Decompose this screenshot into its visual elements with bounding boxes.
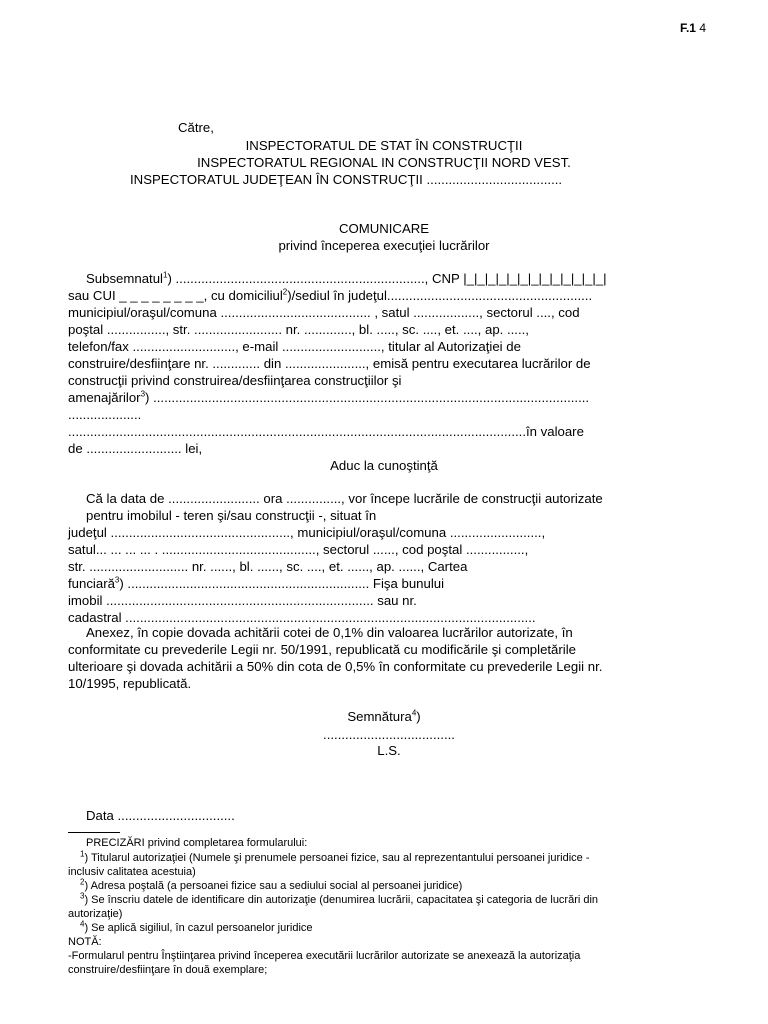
note-3: $^3$) Se înscriu datele de identificare din autorizaţie (denumirea lucrării, capacitatea şi categoria de lucrări din xyxy=(80,891,599,906)
body2-line-7: cadastral ................................................................................................................ xyxy=(68,610,536,625)
note-1-cont: inclusiv calitatea acestuia) xyxy=(68,866,196,878)
body1-line-7: amenajărilor$^3$) ....................................................................................................................... xyxy=(68,389,590,405)
body1-line-2: municipiul/oraşul/comuna ......................................... , satul .................., sectorul ...., cod xyxy=(68,305,580,320)
addressee-line-2: INSPECTORATUL REGIONAL IN CONSTRUCŢII NORD VEST. xyxy=(197,155,571,170)
addressee-line-3: INSPECTORATUL JUDEŢEAN ÎN CONSTRUCŢII ..................................... xyxy=(130,172,563,187)
body2-line-5: funciară$^3$) .................................................................. Fişa bunului xyxy=(68,575,445,591)
nota-label: NOTĂ: xyxy=(68,936,102,948)
body2-line-0: Că la data de ......................... ora ..............., vor începe lucrările de construcţii autorizate xyxy=(86,491,603,506)
addressee-to: Către, xyxy=(178,120,214,135)
body2-line-4: str. ........................... nr. ......, bl. ......, sc. ...., et. ......, ap. ......, Cartea xyxy=(68,559,468,574)
body1-line-4: telefon/fax ............................, e-mail ..........................., titular al Autorizaţiei de xyxy=(68,339,521,354)
nota-line-2: construire/desfiinţare în două exemplare; xyxy=(68,964,268,976)
note-1: $^1$) Titularul autorizaţiei (Numele şi prenumele persoanei fizice, sau al reprezentantului persoanei juridice - xyxy=(80,849,590,864)
body2-line-3: satul... ... ... ... . .........................................., sectorul ......, cod poştal ................, xyxy=(68,542,529,557)
stamp-ls: L.S. xyxy=(377,743,401,758)
date-line: Data ................................ xyxy=(86,808,235,823)
form-code xyxy=(680,21,706,35)
nota-line-1: -Formularul pentru Înştiinţarea privind începerea executării lucrărilor autorizate se anexează la autorizaţia xyxy=(68,950,581,962)
signature-line: .................................... xyxy=(323,727,455,742)
aduc-heading: Aduc la cunoştinţă xyxy=(330,458,438,473)
note-4: $^4$) Se aplică sigiliul, în cazul persoanelor juridice xyxy=(80,919,313,934)
body1-line-1: sau CUI _ _ _ _ _ _ _ _, cu domiciliul$^2$)/sediul în judeţul........................................................ xyxy=(68,287,593,303)
document-title: COMUNICARE xyxy=(338,221,430,236)
anexez-line-0: Anexez, în copie dovada achitării cotei de 0,1% din valoarea lucrărilor autorizate, în xyxy=(86,625,573,640)
form-code-bold: F.1 xyxy=(679,21,696,35)
addressee-line-1: INSPECTORATUL DE STAT ÎN CONSTRUCŢII xyxy=(245,138,523,153)
note-2: $^2$) Adresa poştală (a persoanei fizice sau a sediului social al persoanei juridice) xyxy=(80,877,463,892)
body2-line-1: pentru imobilul - teren şi/sau construcţii -, situat în xyxy=(86,508,377,523)
note-3-cont: autorizaţie) xyxy=(68,908,123,920)
body1-line-9: .............................................................................................................................în valoare xyxy=(68,424,584,439)
body1-line-10: de .......................... lei, xyxy=(68,441,203,456)
body1-line-8: .................... xyxy=(68,407,142,422)
signature-label: Semnătura$^4$) xyxy=(347,708,421,724)
document-subtitle: privind începerea execuţiei lucrărilor xyxy=(278,238,490,253)
body2-line-6: imobil ......................................................................... sau nr. xyxy=(68,593,417,608)
anexez-line-3: 10/1995, republicată. xyxy=(68,676,192,691)
form-code-number: 4 xyxy=(699,21,706,35)
anexez-line-1: conformitate cu prevederile Legii nr. 50/1991, republicată cu modificările şi completările xyxy=(68,642,576,657)
notes-header: PRECIZĂRI privind completarea formularului: xyxy=(86,837,308,849)
body1-line-3: poştal ................, str. ........................ nr. ............., bl. ....., sc. ...., et. ...., ap. ....., xyxy=(68,322,529,337)
body2-line-2: judeţul ................................................., municipiul/oraşul/comuna ........................., xyxy=(68,525,546,540)
anexez-line-2: ulterioare şi dovada achitării a 50% din cota de 0,5% în conformitate cu prevederile Legii nr. xyxy=(68,659,603,674)
body1-line-5: construire/desfiinţare nr. ............. din ......................, emisă pentru executarea lucrărilor de xyxy=(68,356,591,371)
body1-line-0: Subsemnatul$^1$) ...................................................................., CNP |_|_|_|_|_|_|_|_|_|_|_|_|_| xyxy=(86,270,607,286)
footnote-divider xyxy=(68,832,120,833)
body1-line-6: construcţii privind construirea/desfiinţarea construcţiilor şi xyxy=(68,373,402,388)
